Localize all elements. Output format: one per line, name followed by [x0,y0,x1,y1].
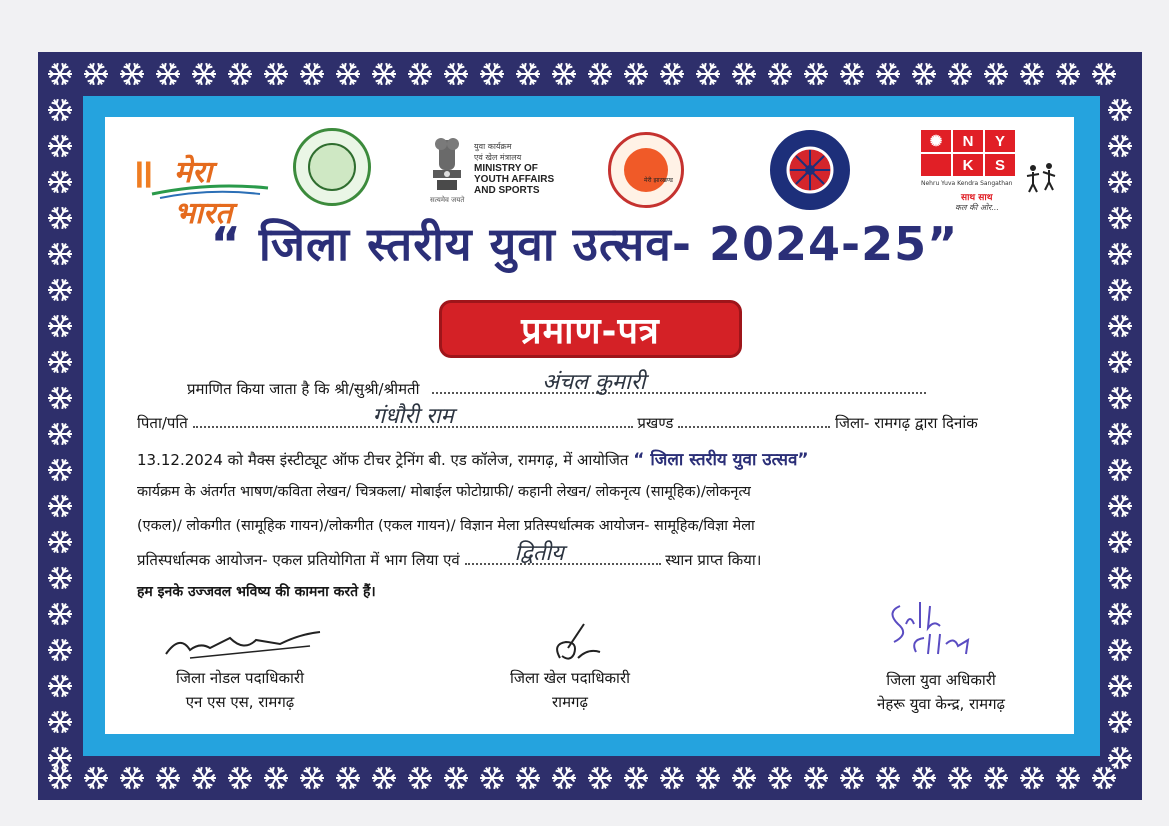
snowflake-icon [1108,603,1132,625]
jharkhand-government-seal [293,128,371,206]
nyks-logo [921,130,1061,215]
body-line-7: हम इनके उज्जवल भविष्य की कामना करते हैं। [137,584,376,600]
snowflake-icon [1092,63,1116,85]
meri-bharat-text: मेरा भारत [174,155,233,231]
snowflake-icon [840,63,864,85]
snowflake-icon [1108,423,1132,445]
snowflake-icon [336,767,360,789]
ministry-line-3: AND SPORTS [474,185,540,196]
snowflake-icon [120,767,144,789]
snowflake-icon [660,767,684,789]
snowflake-icon [1056,63,1080,85]
snowflake-icon [1108,675,1132,697]
satyamev-jayate-text: सत्यमेव जयते [430,196,465,204]
snowflake-icon [1108,639,1132,661]
snowflake-icon [192,767,216,789]
certify-prefix: प्रमाणित किया जाता है कि श्री/सुश्री/श्रीमती [187,380,420,398]
snowflake-icon [48,531,72,553]
snowflake-icon [876,767,900,789]
nyks-figure-cell: ✺ [921,130,951,152]
snowflake-icon [48,315,72,337]
position-suffix: स्थान प्राप्त किया। [665,551,762,569]
snowflake-icon [948,767,972,789]
snowflake-icon [804,63,828,85]
snowflake-icon [48,747,72,769]
snowflake-icon [48,135,72,157]
dancer-icon [624,148,668,192]
parent-field [193,404,633,429]
ashoka-emblem-icon [427,134,467,196]
recipient-name: अंचल कुमारी [542,370,646,395]
snowflake-icon [48,603,72,625]
snowflake-icon [84,63,108,85]
nyks-letter: N [953,130,983,152]
position-field [465,541,661,566]
nss-seal [770,130,850,210]
signature-left [160,624,330,664]
body-line-1 [187,370,1043,399]
snowflake-icon [480,767,504,789]
snowflake-icon [84,767,108,789]
snowflake-icon [552,767,576,789]
nyks-letter: S [985,154,1015,176]
snowflake-icon [300,63,324,85]
snowflake-icon [48,279,72,301]
snowflake-icon [912,63,936,85]
snowflake-icon [732,63,756,85]
body-line-6 [137,541,1043,570]
name-field [432,370,926,395]
signature-center [548,618,608,668]
snowflake-icon [588,63,612,85]
block-label: प्रखण्ड [637,414,674,432]
snowflake-icon [984,767,1008,789]
signatory-left-title: जिला नोडल पदाधिकारी [176,669,304,687]
certificate-badge [439,300,742,358]
swoosh-icon [150,180,270,200]
nyks-letter: Y [985,130,1015,152]
ministry-hindi: युवा कार्यक्रम एवं खेल मंत्रालय [474,142,522,162]
snowflake-icon [1108,315,1132,337]
ministry-youth-affairs-label [474,141,594,196]
snowflake-icon [804,767,828,789]
snowflake-icon [48,171,72,193]
signatory-center [480,666,660,714]
position-value: द्वितीय [514,541,564,566]
snowflake-icon [192,63,216,85]
signature-right [880,594,990,660]
parent-label: पिता/पति [137,414,188,432]
snowflake-icon [912,767,936,789]
snowflake-icon [408,63,432,85]
snowflake-icon [1108,711,1132,733]
date-venue-text: 13.12.2024 को मैक्स इंस्टीट्यूट ऑफ टीचर ट्रेनिंग बी. एड कॉलेज, रामगढ़, में आयोजित [137,451,629,469]
body-line-4: कार्यक्रम के अंतर्गत भाषण/कविता लेखन/ चित्रकला/ मोबाईल फोटोग्राफी/ कहानी लेखन/ लोकनृत्य (सामूहिक)/लोकनृत्य [137,484,751,500]
kala-label: मेरी झारखण्ड [644,177,674,184]
snowflake-icon [840,767,864,789]
snowflake-icon [228,63,252,85]
snowflake-icon [408,767,432,789]
nyks-full-name: Nehru Yuva Kendra Sangathan [921,180,1013,187]
badge-label: प्रमाण-पत्र [521,310,660,352]
signatory-center-title: जिला खेल पदाधिकारी [510,669,630,687]
snowflake-icon [1108,279,1132,301]
participation-text: प्रतिस्पर्धात्मक आयोजन- एकल प्रतियोगिता में भाग लिया एवं [137,551,460,569]
snowflake-icon [624,767,648,789]
meri-mark-icon: ॥ [130,150,154,197]
signatory-right-title: जिला युवा अधिकारी [886,671,996,689]
snowflake-icon [1092,767,1116,789]
snowflake-icon [768,63,792,85]
snowflake-icon [1020,63,1044,85]
nyks-letter: K [953,154,983,176]
snowflake-icon [948,63,972,85]
snowflake-icon [696,63,720,85]
snowflake-icon [552,63,576,85]
snowflake-icon [48,767,72,789]
ministry-line-2: YOUTH AFFAIRS [474,174,555,185]
state-emblem-icon [308,143,356,191]
body-line-3 [137,447,1043,470]
snowflake-icon [588,767,612,789]
snowflake-icon [48,459,72,481]
snowflake-icon [480,63,504,85]
snowflake-icon [732,767,756,789]
kala-jharkhand-seal [608,132,684,208]
snowflake-icon [300,767,324,789]
snowflake-icon [984,63,1008,85]
snowflake-icon [1108,747,1132,769]
meri-bharat-logo [130,140,280,231]
signatory-center-sub: रामगढ़ [552,693,588,711]
snowflake-icon [696,767,720,789]
snowflake-icon [1108,495,1132,517]
snowflake-icon [1108,387,1132,409]
people-icon [1023,160,1059,196]
ministry-line-1: MINISTRY OF [474,163,538,174]
event-name: “ जिला स्तरीय युवा उत्सव” [633,450,809,470]
parent-name: गंधौरी राम [372,404,454,429]
snowflake-icon [372,63,396,85]
snowflake-icon [48,423,72,445]
snowflake-icon [660,63,684,85]
nyks-blank-cell [921,154,951,176]
snowflake-icon [48,639,72,661]
snowflake-icon [516,767,540,789]
snowflake-icon [228,767,252,789]
block-field [678,412,830,428]
snowflake-icon [876,63,900,85]
snowflake-icon [156,767,180,789]
snowflake-icon [48,99,72,121]
snowflake-icon [264,63,288,85]
nyks-kal-text: कल की ओर... [955,203,999,212]
snowflake-icon [372,767,396,789]
snowflake-icon [48,675,72,697]
body-line-2 [137,404,1043,433]
snowflake-icon [48,351,72,373]
snowflake-icon [120,63,144,85]
snowflake-icon [48,567,72,589]
snowflake-icon [1108,99,1132,121]
signatory-left-sub: एन एस एस, रामगढ़ [185,693,295,711]
snowflake-icon [768,767,792,789]
snowflake-icon [156,63,180,85]
snowflake-icon [1108,567,1132,589]
snowflake-icon [1108,171,1132,193]
snowflake-icon [624,63,648,85]
snowflake-icon [264,767,288,789]
snowflake-icon [444,63,468,85]
signatory-left [150,666,330,714]
snowflake-icon [1108,351,1132,373]
nss-wheel-icon [775,135,845,205]
snowflake-icon [1020,767,1044,789]
snowflake-icon [1108,135,1132,157]
snowflake-icon [444,767,468,789]
signatory-right [846,668,1036,716]
snowflake-icon [336,63,360,85]
certificate-title: “ जिला स्तरीय युवा उत्सव- 2024-25” [210,217,959,271]
snowflake-icon [48,711,72,733]
nyks-saath-text: साथ साथ [961,193,993,203]
district-label: जिला- रामगढ़ द्वारा दिनांक [834,414,978,432]
snowflake-icon [48,495,72,517]
snowflake-icon [1056,767,1080,789]
snowflake-icon [48,387,72,409]
signatory-right-sub: नेहरू युवा केन्द्र, रामगढ़ [877,695,1005,713]
snowflake-icon [1108,459,1132,481]
nyks-grid [921,130,1015,176]
snowflake-icon [1108,531,1132,553]
snowflake-icon [516,63,540,85]
body-line-5: (एकल)/ लोकगीत (सामूहिक गायन)/लोकगीत (एकल गायन)/ विज्ञान मेला प्रतिस्पर्धात्मक आयोजन- सामूहिक/विज्ञा मेला [137,518,755,534]
snowflake-icon [48,63,72,85]
